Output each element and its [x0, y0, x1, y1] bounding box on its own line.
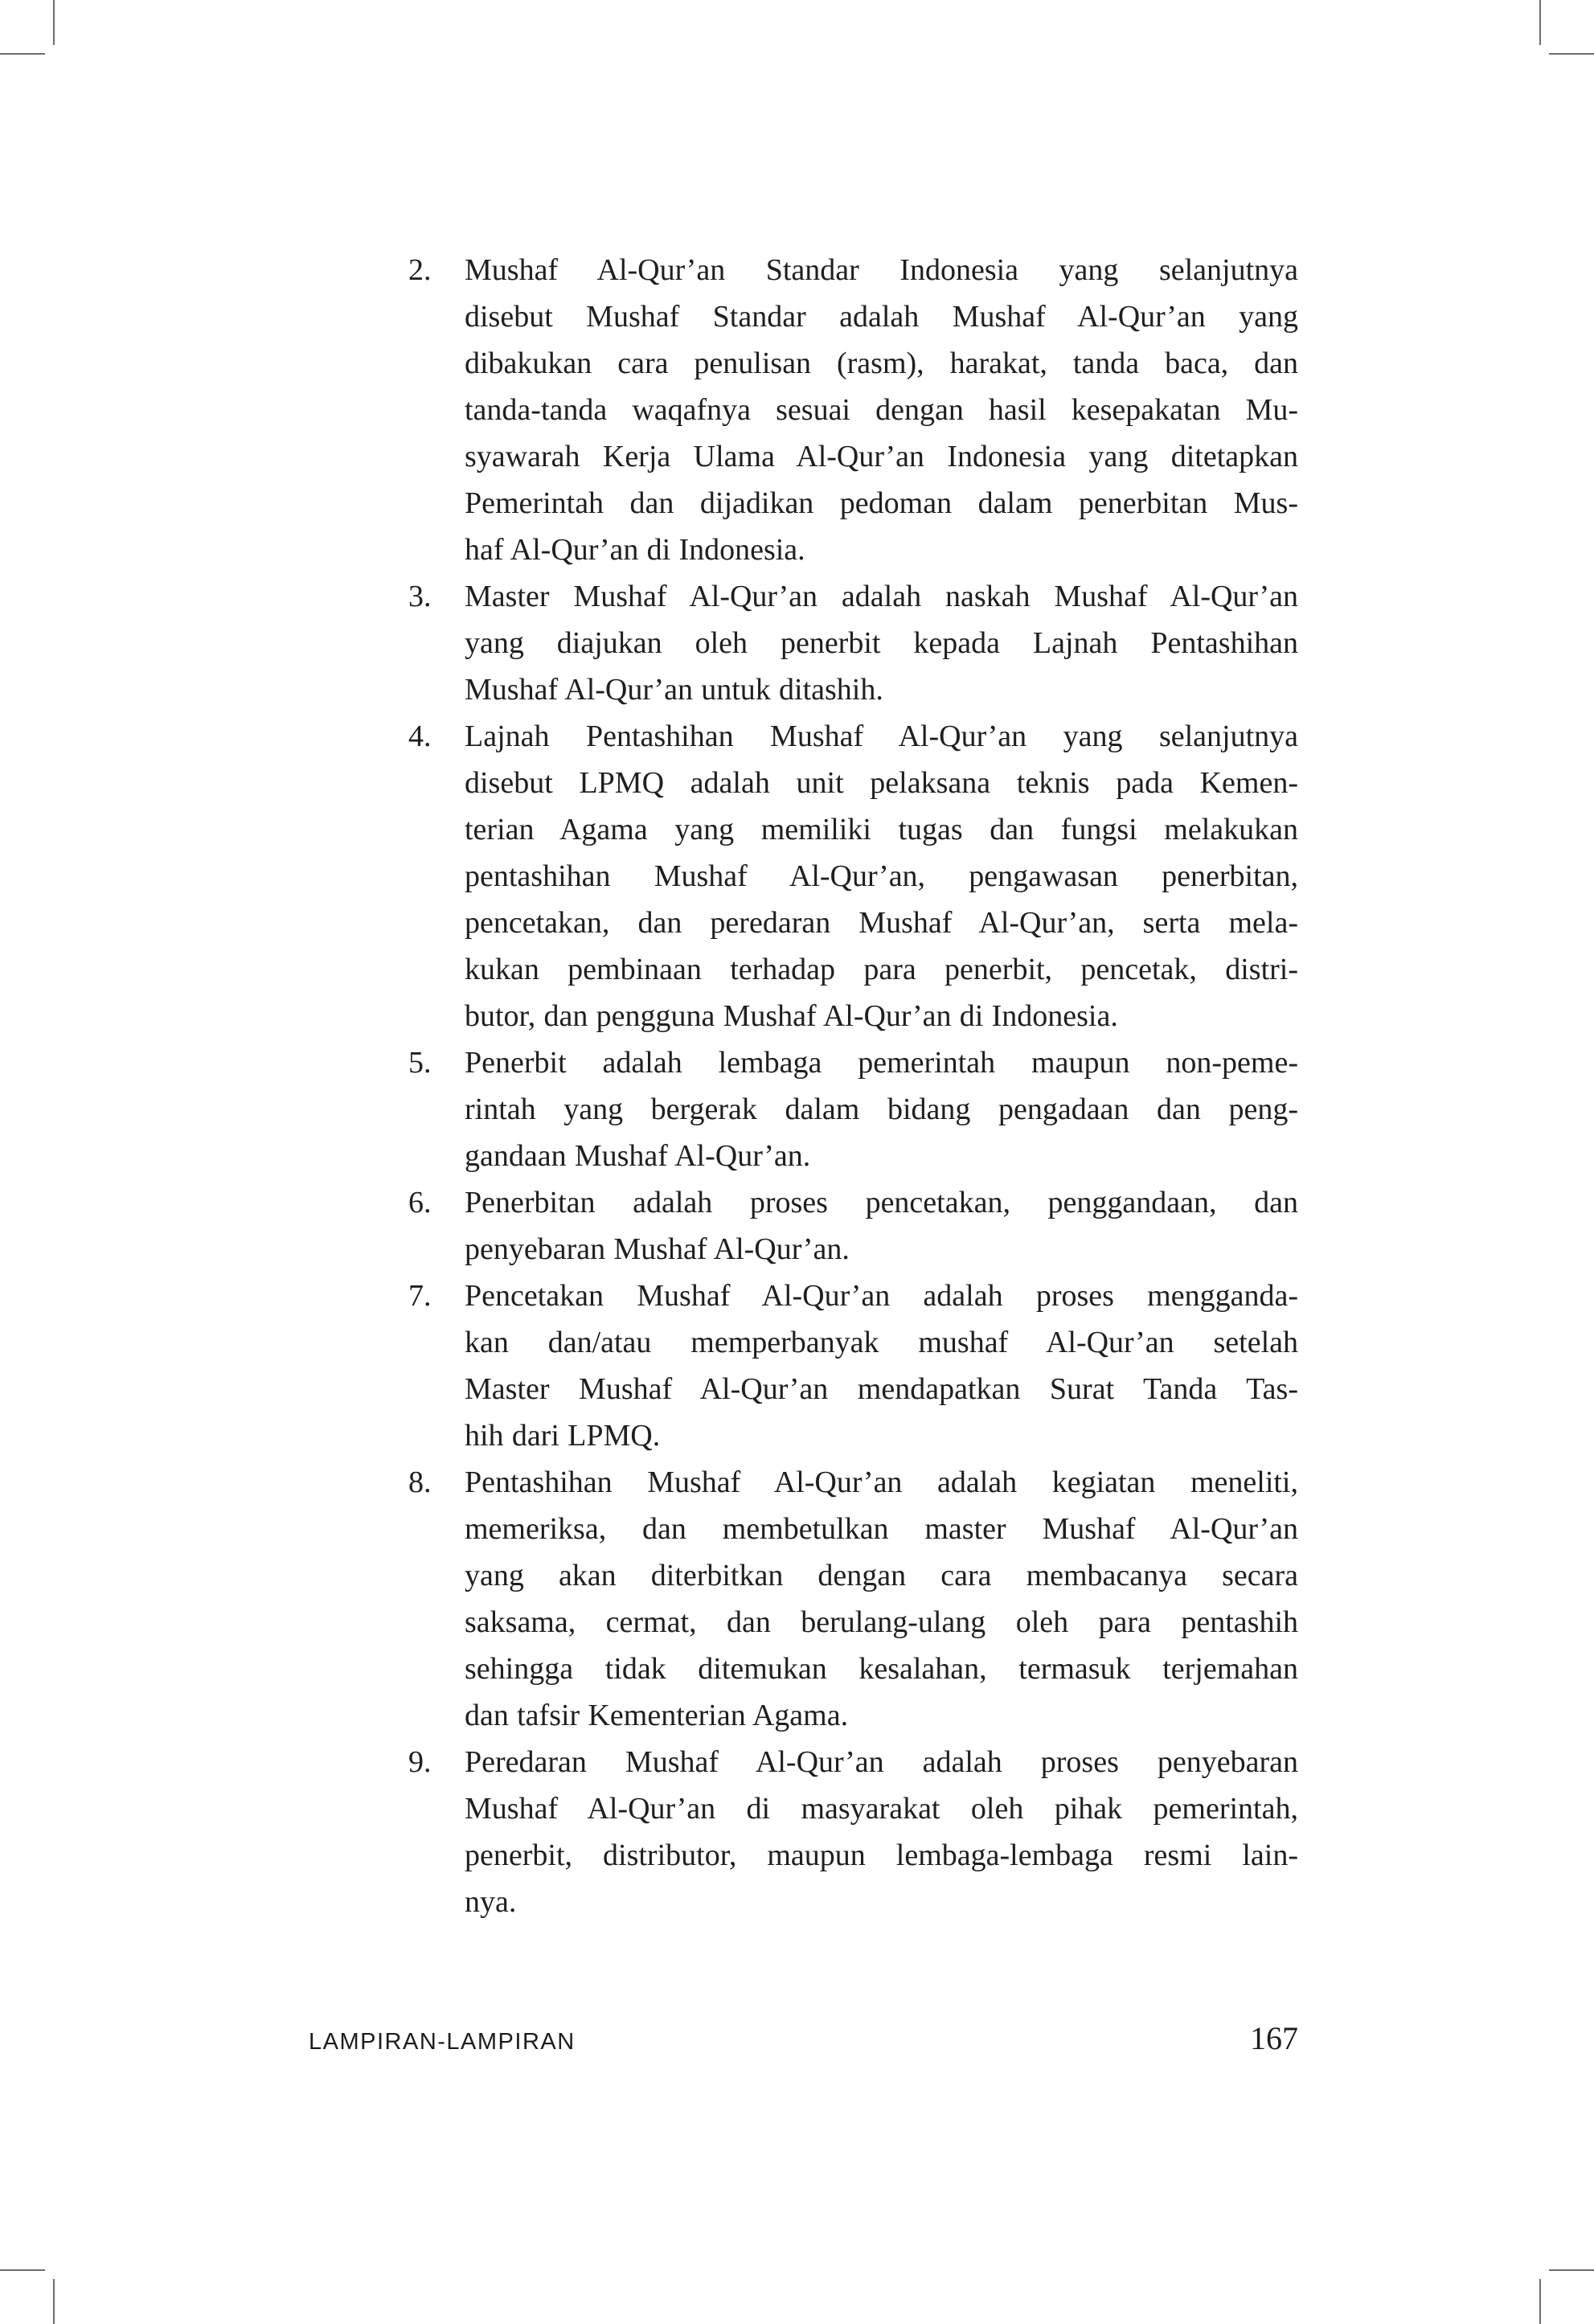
- page-number: 167: [1250, 2020, 1298, 2056]
- text-line: Pencetakan Mushaf Al-Qur’an adalah proses mengganda-: [465, 1279, 1298, 1313]
- page-content: [408, 247, 1298, 1925]
- text-line: Peredaran Mushaf Al-Qur’an adalah proses penyebaran: [465, 1745, 1298, 1779]
- text-line: Lajnah Pentashihan Mushaf Al-Qur’an yang selanjutnya: [465, 719, 1298, 753]
- running-footer-title: LAMPIRAN-LAMPIRAN: [309, 2029, 576, 2055]
- text-line: pencetakan, dan peredaran Mushaf Al-Qur’an, serta mela-: [465, 906, 1298, 940]
- text-line: kan dan/atau memperbanyak mushaf Al-Qur’an setelah: [465, 1326, 1298, 1359]
- text-line: Master Mushaf Al-Qur’an adalah naskah Mushaf Al-Qur’an: [465, 580, 1298, 613]
- text-line: hih dari LPMQ.: [465, 1419, 661, 1453]
- text-line: Master Mushaf Al-Qur’an mendapatkan Surat Tanda Tas-: [465, 1372, 1298, 1406]
- text-line: pentashihan Mushaf Al-Qur’an, pengawasan penerbitan,: [465, 859, 1298, 893]
- list-item-text: [465, 1039, 1298, 1179]
- text-line: Pemerintah dan dijadikan pedoman dalam penerbitan Mus-: [465, 486, 1298, 520]
- text-line: butor, dan pengguna Mushaf Al-Qur’an di Indonesia.: [465, 999, 1118, 1033]
- list-item-text: [465, 1739, 1298, 1925]
- text-line: terian Agama yang memiliki tugas dan fungsi melakukan: [465, 813, 1298, 846]
- text-line: memeriksa, dan membetulkan master Mushaf Al-Qur’an: [465, 1512, 1298, 1546]
- list-item-text: [465, 1179, 1298, 1273]
- text-line: nya.: [465, 1885, 517, 1919]
- crop-mark-top-left-vertical: [53, 0, 55, 45]
- list-item: [408, 573, 1298, 713]
- crop-mark-bottom-left-horizontal: [0, 2269, 45, 2271]
- crop-mark-bottom-right-vertical: [1539, 2279, 1541, 2324]
- text-line: penerbit, distributor, maupun lembaga-lembaga resmi lain-: [465, 1838, 1298, 1872]
- text-line: saksama, cermat, dan berulang-ulang oleh para pentashih: [465, 1605, 1298, 1639]
- list-item: [408, 1459, 1298, 1739]
- text-line: sehingga tidak ditemukan kesalahan, termasuk terjemahan: [465, 1652, 1298, 1686]
- crop-mark-top-right-horizontal: [1549, 53, 1594, 55]
- list-item: [408, 1039, 1298, 1179]
- text-line: syawarah Kerja Ulama Al-Qur’an Indonesia yang ditetapkan: [465, 440, 1298, 473]
- list-item: [408, 1273, 1298, 1459]
- text-line: rintah yang bergerak dalam bidang pengadaan dan peng-: [465, 1092, 1298, 1126]
- text-line: gandaan Mushaf Al-Qur’an.: [465, 1139, 811, 1173]
- list-item-number: 2.: [408, 253, 432, 287]
- text-line: dan tafsir Kementerian Agama.: [465, 1699, 849, 1732]
- text-line: Penerbitan adalah proses pencetakan, penggandaan, dan: [465, 1186, 1298, 1219]
- list-item-number: 5.: [408, 1046, 432, 1080]
- list-item-number: 4.: [408, 719, 432, 753]
- list-item-number: 7.: [408, 1279, 432, 1313]
- definition-list: [408, 247, 1298, 1925]
- list-item-text: [465, 1459, 1298, 1739]
- text-line: Mushaf Al-Qur’an di masyarakat oleh pihak pemerintah,: [465, 1792, 1298, 1826]
- crop-mark-top-right-vertical: [1539, 0, 1541, 45]
- list-item: [408, 1179, 1298, 1273]
- list-item-number: 6.: [408, 1186, 432, 1219]
- text-line: yang akan diterbitkan dengan cara membacanya secara: [465, 1559, 1298, 1592]
- list-item-text: [465, 713, 1298, 1039]
- text-line: Penerbit adalah lembaga pemerintah maupun non-peme-: [465, 1046, 1298, 1080]
- list-item: [408, 1739, 1298, 1925]
- crop-mark-bottom-right-horizontal: [1549, 2269, 1594, 2271]
- text-line: disebut Mushaf Standar adalah Mushaf Al-Qur’an yang: [465, 300, 1298, 334]
- text-line: dibakukan cara penulisan (rasm), harakat, tanda baca, dan: [465, 346, 1298, 380]
- text-line: kukan pembinaan terhadap para penerbit, pencetak, distri-: [465, 953, 1298, 986]
- text-line: Mushaf Al-Qur’an untuk ditashih.: [465, 673, 883, 707]
- text-line: disebut LPMQ adalah unit pelaksana teknis pada Kemen-: [465, 766, 1298, 800]
- text-line: yang diajukan oleh penerbit kepada Lajnah Pentashihan: [465, 626, 1298, 660]
- list-item: [408, 247, 1298, 573]
- page-footer: [309, 2019, 1298, 2057]
- text-line: penyebaran Mushaf Al-Qur’an.: [465, 1232, 850, 1266]
- list-item-number: 9.: [408, 1745, 432, 1779]
- list-item-text: [465, 247, 1298, 573]
- crop-mark-bottom-left-vertical: [53, 2279, 55, 2324]
- crop-mark-top-left-horizontal: [0, 53, 45, 55]
- list-item-text: [465, 1273, 1298, 1459]
- text-line: tanda-tanda waqafnya sesuai dengan hasil kesepakatan Mu-: [465, 393, 1298, 427]
- text-line: Pentashihan Mushaf Al-Qur’an adalah kegiatan meneliti,: [465, 1465, 1298, 1499]
- list-item-number: 3.: [408, 580, 432, 613]
- text-line: Mushaf Al-Qur’an Standar Indonesia yang selanjutnya: [465, 253, 1298, 287]
- list-item-number: 8.: [408, 1465, 432, 1499]
- list-item: [408, 713, 1298, 1039]
- list-item-text: [465, 573, 1298, 713]
- text-line: haf Al-Qur’an di Indonesia.: [465, 533, 805, 567]
